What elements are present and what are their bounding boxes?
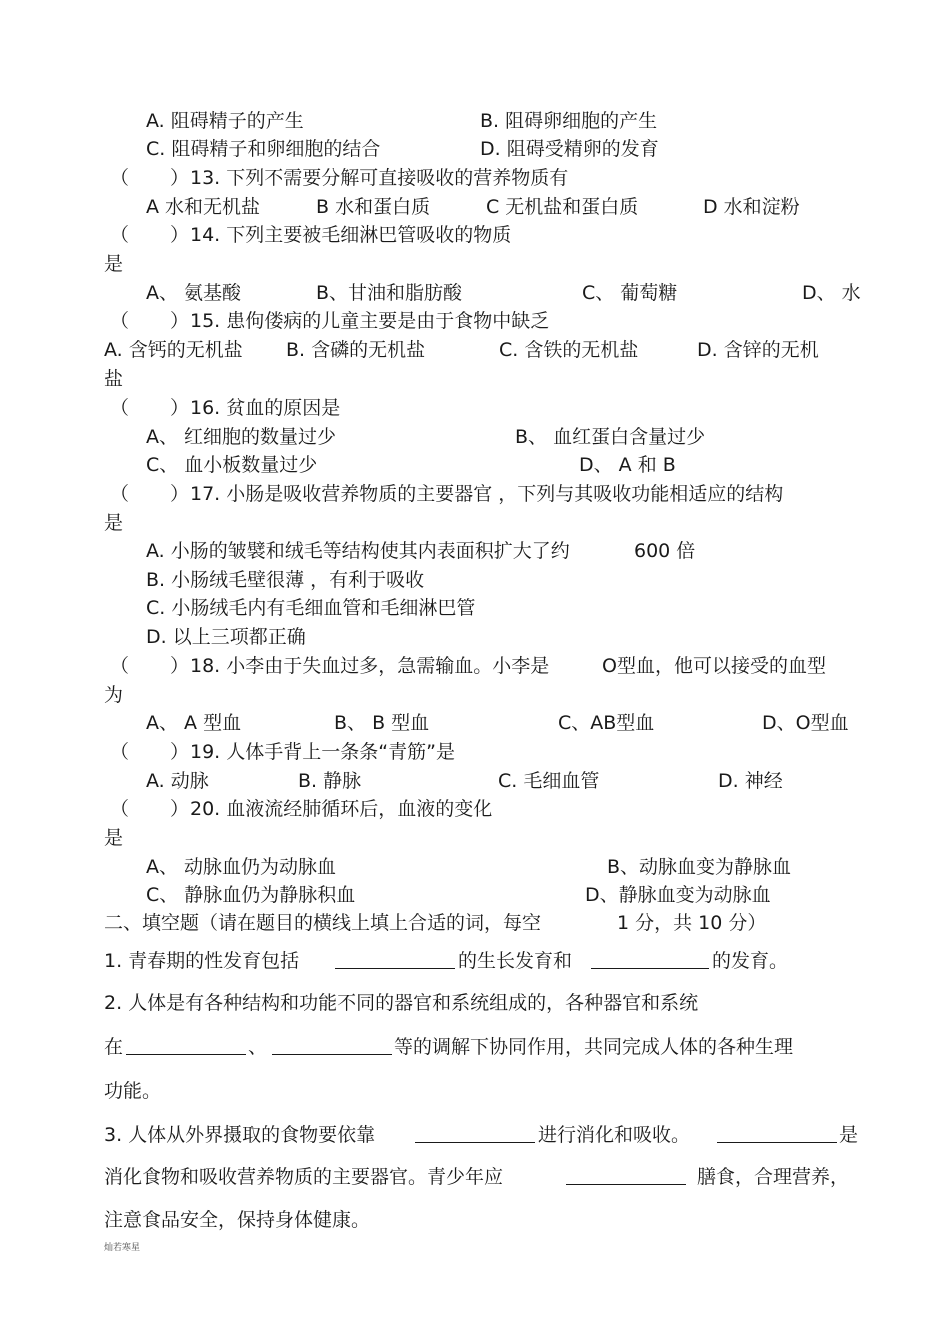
q14-option-c: C、 葡萄糖 <box>582 282 678 304</box>
q20-paren-open: （ <box>110 798 130 820</box>
q17-option-a: A. 小肠的皱襞和绒毛等结构使其内表面积扩大了约 <box>146 540 570 562</box>
q14-paren-open: （ <box>110 224 130 246</box>
q17-stem: 17. 小肠是吸收营养物质的主要器官 ，下列与其吸收功能相适应的结构 <box>190 483 784 505</box>
q12-option-d: D. 阻碍受精卵的发育 <box>480 138 659 160</box>
q18-paren-open: （ <box>110 655 130 677</box>
q13-stem: 13. 下列不需要分解可直接吸收的营养物质有 <box>190 167 569 189</box>
q19-option-b: B. 静脉 <box>298 770 362 792</box>
fill2-separator: 、 <box>248 1036 268 1058</box>
q18-option-c: C、AB型血 <box>558 712 655 734</box>
q12-option-a: A. 阻碍精子的产生 <box>146 110 304 132</box>
q16-option-c: C、 血小板数量过少 <box>146 454 318 476</box>
q17-stem-continued: 是 <box>104 512 124 534</box>
q19-paren-open: （ <box>110 741 130 763</box>
q16-paren-close: ） <box>170 397 190 419</box>
q17-option-c: C. 小肠绒毛内有毛细血管和毛细淋巴管 <box>146 597 476 619</box>
q14-stem-continued: 是 <box>104 253 124 275</box>
q15-option-b: B. 含磷的无机盐 <box>286 339 426 361</box>
q15-stem: 15. 患佝偻病的儿童主要是由于食物中缺乏 <box>190 310 550 332</box>
q19-stem: 19. 人体手背上一条条“青筋”是 <box>190 741 455 763</box>
q14-option-b: B、甘油和脂肪酸 <box>316 282 463 304</box>
q16-option-d: D、 A 和 B <box>579 454 676 476</box>
q20-stem-continued: 是 <box>104 827 124 849</box>
fill1-blank-1[interactable] <box>335 950 455 969</box>
q18-option-a: A、 A 型血 <box>146 712 242 734</box>
q13-option-a: A 水和无机盐 <box>146 196 261 218</box>
q15-paren-open: （ <box>110 310 130 332</box>
q13-option-b: B 水和蛋白质 <box>316 196 431 218</box>
q13-paren-close: ） <box>170 167 190 189</box>
fill3-text-d: 消化食物和吸收营养物质的主要器官。青少年应 <box>104 1166 504 1188</box>
q19-option-c: C. 毛细血管 <box>498 770 600 792</box>
fill2-line3: 功能。 <box>104 1080 162 1102</box>
q13-paren-open: （ <box>110 167 130 189</box>
q20-option-a: A、 动脉血仍为动脉血 <box>146 856 337 878</box>
fill1-text-a: 1. 青春期的性发育包括 <box>104 950 300 972</box>
fill1-text-b: 的生长发育和 <box>458 950 573 972</box>
q19-option-a: A. 动脉 <box>146 770 209 792</box>
q12-option-b: B. 阻碍卵细胞的产生 <box>480 110 658 132</box>
fill3-blank-2[interactable] <box>717 1124 837 1143</box>
fill3-line3: 注意食品安全，保持身体健康。 <box>104 1209 371 1231</box>
q15-paren-close: ） <box>170 310 190 332</box>
q17-option-d: D. 以上三项都正确 <box>146 626 306 648</box>
q20-option-d: D、静脉血变为动脉血 <box>585 884 771 906</box>
q18-paren-close: ） <box>170 655 190 677</box>
q18-option-d: D、O型血 <box>762 712 849 734</box>
fill2-blank-1[interactable] <box>126 1036 246 1055</box>
footer-text: 灿若寒星 <box>104 1243 141 1253</box>
q20-option-c: C、 静脉血仍为静脉积血 <box>146 884 356 906</box>
q15-option-d-continued: 盐 <box>104 368 124 390</box>
fill2-text-b: 等的调解下协同作用，共同完成人体的各种生理 <box>394 1036 794 1058</box>
q14-paren-close: ） <box>170 224 190 246</box>
q18-stem-b: O型血，他可以接受的血型 <box>602 655 826 677</box>
q14-option-d: D、 水 <box>802 282 861 304</box>
q14-stem: 14. 下列主要被毛细淋巴管吸收的物质 <box>190 224 512 246</box>
fill3-blank-3[interactable] <box>566 1166 686 1185</box>
q15-option-a: A. 含钙的无机盐 <box>104 339 243 361</box>
fill3-text-a: 3. 人体从外界摄取的食物要依靠 <box>104 1124 376 1146</box>
q13-option-d: D 水和淀粉 <box>703 196 800 218</box>
fill1-blank-2[interactable] <box>591 950 709 969</box>
q15-option-d: D. 含锌的无机 <box>697 339 819 361</box>
q20-paren-close: ） <box>170 798 190 820</box>
q14-option-a: A、 氨基酸 <box>146 282 242 304</box>
fill1-text-c: 的发育。 <box>712 950 789 972</box>
q16-paren-open: （ <box>110 397 130 419</box>
q20-option-b: B、动脉血变为静脉血 <box>607 856 792 878</box>
fill3-text-e: 膳食，合理营养， <box>697 1166 850 1188</box>
q19-paren-close: ） <box>170 741 190 763</box>
q17-option-a-number: 600 倍 <box>634 540 696 562</box>
q18-stem-continued: 为 <box>104 684 124 706</box>
fill3-text-b: 进行消化和吸收。 <box>538 1124 691 1146</box>
q16-option-b: B、 血红蛋白含量过少 <box>515 426 706 448</box>
q16-option-a: A、 红细胞的数量过少 <box>146 426 337 448</box>
q12-option-c: C. 阻碍精子和卵细胞的结合 <box>146 138 381 160</box>
q13-option-c: C 无机盐和蛋白质 <box>486 196 639 218</box>
q19-option-d: D. 神经 <box>718 770 783 792</box>
fill3-text-c: 是 <box>839 1124 859 1146</box>
q20-stem: 20. 血液流经肺循环后，血液的变化 <box>190 798 493 820</box>
q15-option-c: C. 含铁的无机盐 <box>499 339 639 361</box>
fill3-blank-1[interactable] <box>415 1124 535 1143</box>
q17-paren-open: （ <box>110 483 130 505</box>
section2-title-points: 1 分，共 10 分） <box>617 912 767 934</box>
section2-title: 二、填空题（请在题目的横线上填上合适的词，每空 <box>104 912 542 934</box>
fill2-text-a: 在 <box>104 1036 124 1058</box>
q17-paren-close: ） <box>170 483 190 505</box>
q18-option-b: B、 B 型血 <box>334 712 430 734</box>
fill2-blank-2[interactable] <box>272 1036 392 1055</box>
q16-stem: 16. 贫血的原因是 <box>190 397 341 419</box>
q18-stem: 18. 小李由于失血过多，急需输血。小李是 <box>190 655 550 677</box>
fill2-line1: 2. 人体是有各种结构和功能不同的器官和系统组成的，各种器官和系统 <box>104 992 699 1014</box>
q17-option-b: B. 小肠绒毛壁很薄 ，有利于吸收 <box>146 569 425 591</box>
